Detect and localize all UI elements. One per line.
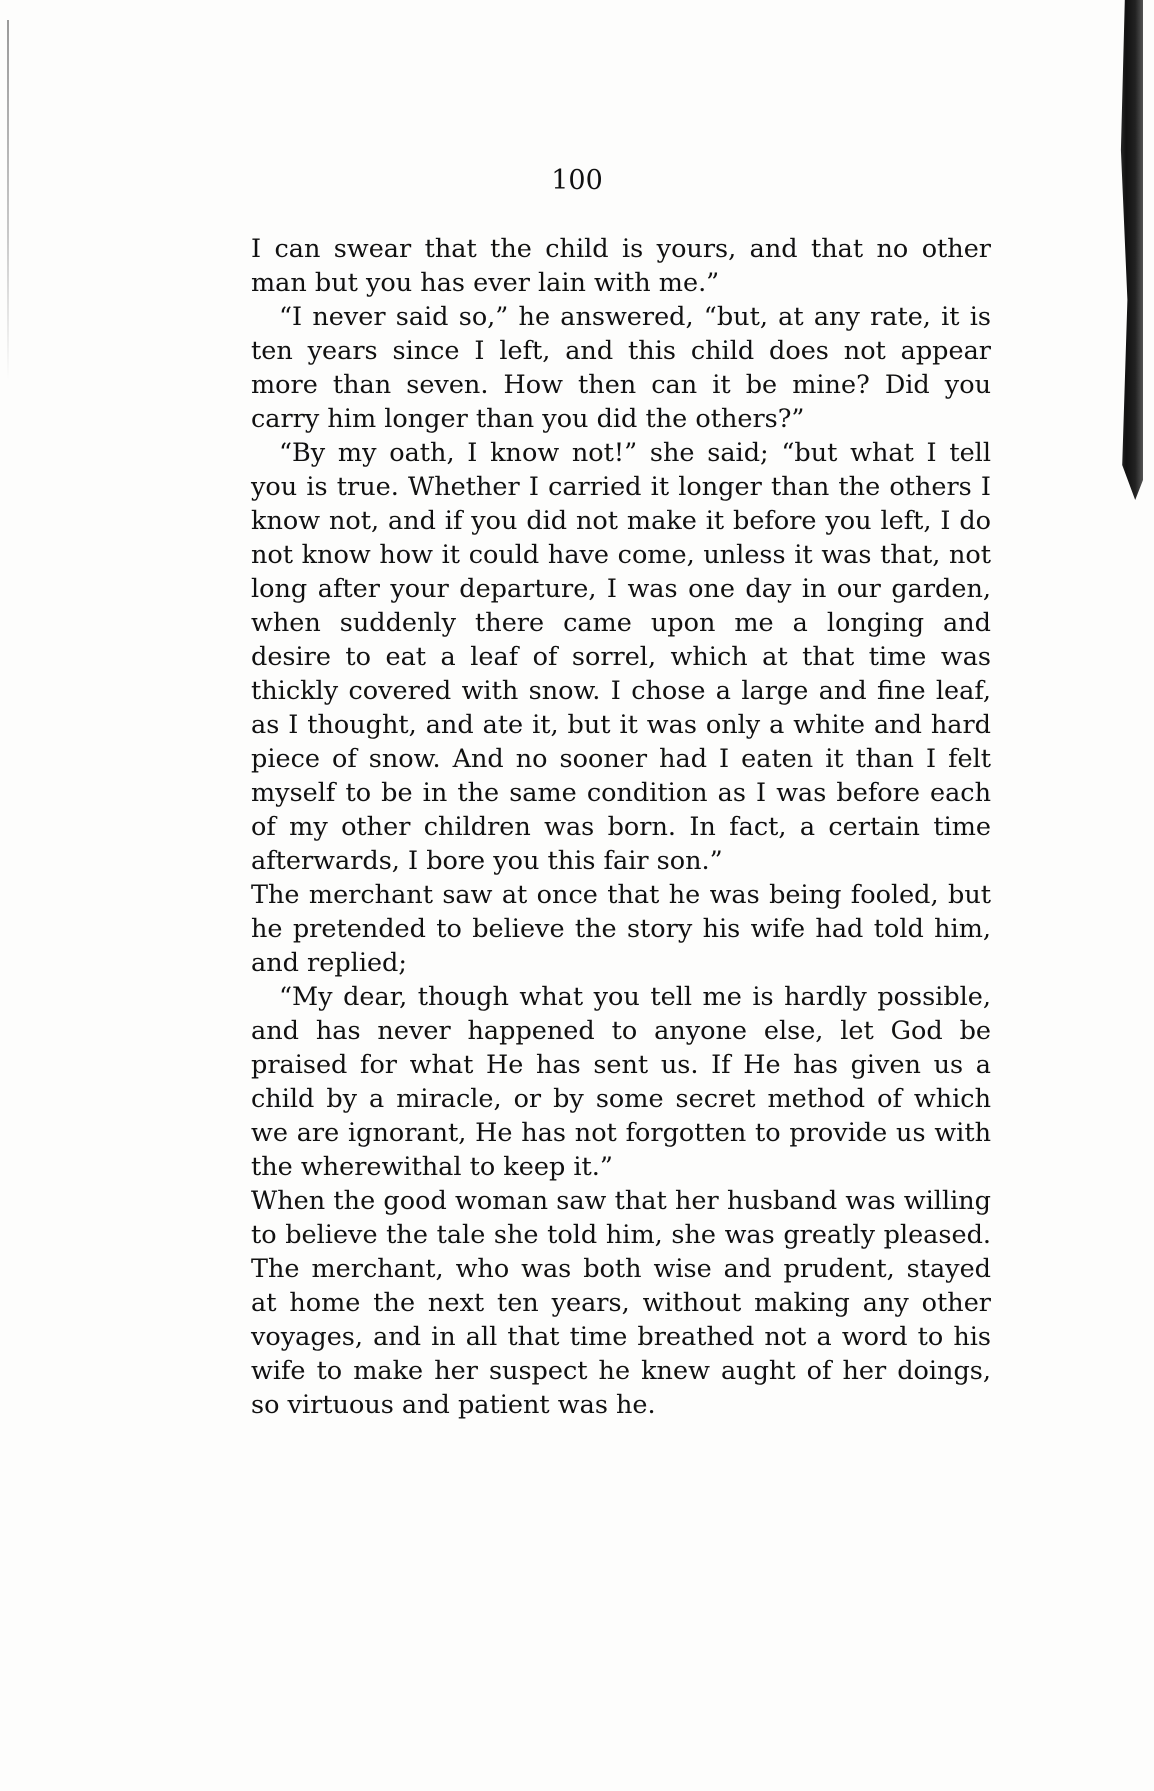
- page-number: 100: [551, 165, 603, 196]
- paragraph: When the good woman saw that her husband was willing to believe the tale she told him, she was greatly pleased. The merchant, who was both wise and prudent, stayed at home the next ten years, without making any other voyages, and in all that time breathed not a word to his wife to make her suspect he knew aught of her doings, so virtuous and patient was he.: [251, 1186, 991, 1420]
- body-text: [251, 232, 991, 1422]
- scan-binding-edge: [1117, 0, 1143, 500]
- paragraph: The merchant saw at once that he was being fooled, but he pretended to believe the story his wife had told him, and replied;: [251, 880, 991, 978]
- paragraph: I can swear that the child is yours, and that no other man but you has ever lain with me.”: [251, 234, 991, 298]
- paragraph: “I never said so,” he answered, “but, at any rate, it is ten years since I left, and this child does not appear more than seven. How then can it be mine? Did you carry him longer than you did the others?”: [251, 302, 991, 434]
- scan-margin-line: [7, 20, 9, 380]
- paragraph: “My dear, though what you tell me is hardly possible, and has never happened to anyone else, let God be praised for what He has sent us. If He has given us a child by a miracle, or by some secret method of which we are ignorant, He has not forgotten to provide us with the wherewithal to keep it.”: [251, 982, 991, 1182]
- paragraph: “By my oath, I know not!” she said; “but what I tell you is true. Whether I carried it longer than the others I know not, and if you did not make it before you left, I do not know how it could have come, unless it was that, not long after your departure, I was one day in our garden, when suddenly there came upon me a longing and desire to eat a leaf of sorrel, which at that time was thickly covered with snow. I chose a large and fine leaf, as I thought, and ate it, but it was only a white and hard piece of snow. And no sooner had I eaten it than I felt myself to be in the same condition as I was before each of my other children was born. In fact, a certain time afterwards, I bore you this fair son.”: [251, 438, 991, 876]
